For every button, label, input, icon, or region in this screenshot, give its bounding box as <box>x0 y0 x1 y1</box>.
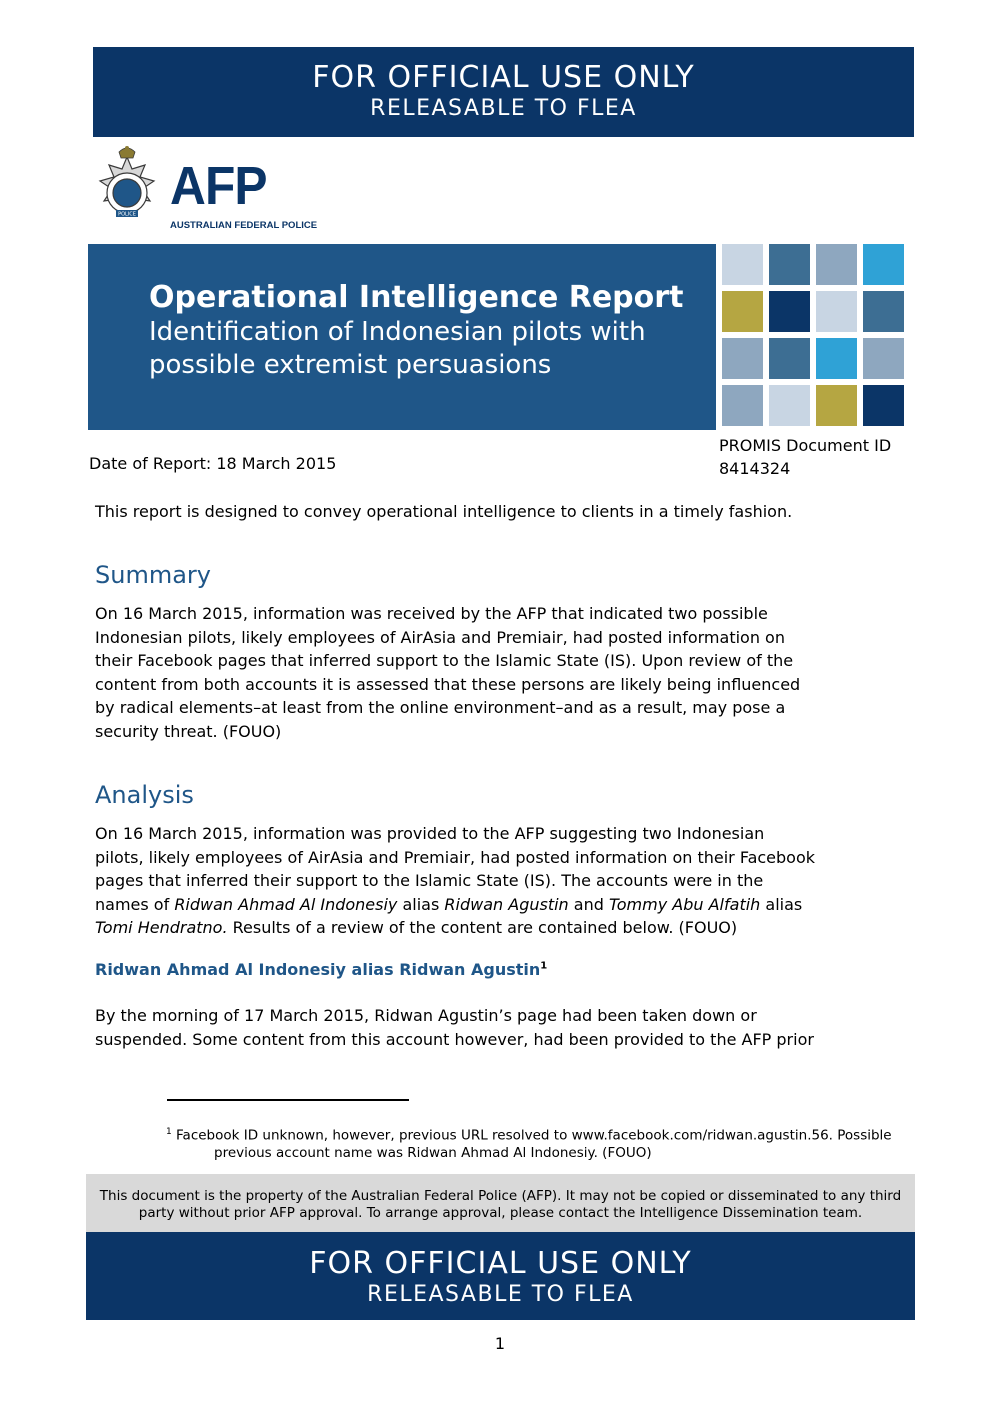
svg-text:POLICE: POLICE <box>118 211 136 218</box>
report-subtitle-line-1: Identification of Indonesian pilots with <box>149 317 646 347</box>
report-date: Date of Report: 18 March 2015 <box>89 454 337 473</box>
mosaic-tile <box>722 338 763 379</box>
report-subtitle <box>149 316 709 382</box>
subsection-title: Ridwan Ahmad Al Indonesiy alias Ridwan Agustin <box>95 960 541 979</box>
footnote-line: previous account name was Ridwan Ahmad Al Indonesiy. (FOUO) <box>214 1144 652 1161</box>
mosaic-tile <box>863 338 904 379</box>
text-run: alias <box>397 894 445 914</box>
summary-line: by radical elements–at least from the online environment–and as a result, may pose a <box>95 698 786 718</box>
logo-full-name: AUSTRALIAN FEDERAL POLICE <box>170 220 318 231</box>
report-title: Operational Intelligence Report <box>149 280 684 315</box>
text-run: alias <box>760 894 803 914</box>
subsection-line: suspended. Some content from this account however, had been provided to the AFP prior <box>95 1029 814 1049</box>
footnote <box>166 1124 926 1162</box>
mosaic-tile <box>816 385 857 426</box>
intro-text: This report is designed to convey operational intelligence to clients in a timely fashion. <box>95 502 793 521</box>
footnote-ref[interactable]: 1 <box>540 960 548 972</box>
report-title-block <box>88 244 716 430</box>
mosaic-tile <box>863 385 904 426</box>
mosaic-tile <box>769 244 810 285</box>
release-label: RELEASABLE TO FLEA <box>367 1282 634 1307</box>
summary-paragraph <box>95 602 875 744</box>
person-name: Ridwan Ahmad Al Indonesiy <box>174 894 398 914</box>
release-label: RELEASABLE TO FLEA <box>370 96 637 121</box>
logo-acronym: AFP <box>170 156 267 216</box>
mosaic-tile <box>769 291 810 332</box>
mosaic-tile <box>816 338 857 379</box>
text-run: names of <box>95 894 175 914</box>
text-run: and <box>568 894 609 914</box>
report-subtitle-line-2: possible extremist persuasions <box>149 350 552 380</box>
analysis-line <box>95 916 875 940</box>
mosaic-tile <box>769 338 810 379</box>
mosaic-tile <box>722 244 763 285</box>
summary-line: Indonesian pilots, likely employees of AirAsia and Premiair, had posted information on <box>95 627 785 647</box>
person-name: Ridwan Agustin <box>444 894 569 914</box>
disclaimer-line: party without prior AFP approval. To arrange approval, please contact the Intelligence Dissemination team. <box>138 1205 863 1221</box>
mosaic-tile <box>863 244 904 285</box>
disclaimer-line: This document is the property of the Australian Federal Police (AFP). It may not be copied or disseminated to any third <box>99 1188 902 1204</box>
police-crest-icon <box>88 143 166 235</box>
promis-label: PROMIS Document ID <box>719 436 892 455</box>
footnote-divider <box>167 1099 409 1101</box>
mosaic-tile <box>722 291 763 332</box>
analysis-line: pages that inferred their support to the Islamic State (IS). The accounts were in the <box>95 871 764 891</box>
mosaic-tile <box>816 291 857 332</box>
disclaimer <box>86 1174 915 1232</box>
decorative-mosaic <box>722 244 905 429</box>
analysis-heading: Analysis <box>95 781 194 809</box>
classification-banner-bottom <box>86 1232 915 1320</box>
footnote-line <box>166 1124 926 1145</box>
classification-banner-top <box>93 47 914 137</box>
subsection-line: By the morning of 17 March 2015, Ridwan Agustin’s page had been taken down or <box>95 1006 757 1025</box>
afp-logo <box>88 143 318 238</box>
promis-document-id <box>719 434 919 480</box>
page-number: 1 <box>494 1334 506 1353</box>
person-name: Tommy Abu Alfatih <box>608 894 761 914</box>
mosaic-tile <box>769 385 810 426</box>
mosaic-tile <box>816 244 857 285</box>
promis-id: 8414324 <box>719 459 791 478</box>
analysis-line: On 16 March 2015, information was provided to the AFP suggesting two Indonesian <box>95 824 765 843</box>
summary-line: content from both accounts it is assessed that these persons are likely being influenced <box>95 674 801 694</box>
analysis-line: pilots, likely employees of AirAsia and Premiair, had posted information on their Facebook <box>95 847 816 867</box>
footnote-number: 1 <box>166 1127 172 1137</box>
subsection-paragraph <box>95 1004 875 1051</box>
summary-line: On 16 March 2015, information was received by the AFP that indicated two possible <box>95 604 768 623</box>
person-name: Tomi Hendratno. <box>95 918 228 938</box>
classification-label: FOR OFFICIAL USE ONLY <box>312 60 695 95</box>
mosaic-tile <box>722 385 763 426</box>
summary-line: security threat. (FOUO) <box>95 721 282 741</box>
classification-label: FOR OFFICIAL USE ONLY <box>309 1246 692 1281</box>
analysis-paragraph <box>95 822 875 940</box>
footnote-text: Facebook ID unknown, however, previous URL resolved to www.facebook.com/ridwan.agustin.56. Possible <box>176 1127 892 1144</box>
analysis-line <box>95 893 875 917</box>
text-run: Results of a review of the content are contained below. (FOUO) <box>227 918 738 938</box>
mosaic-tile <box>863 291 904 332</box>
summary-heading: Summary <box>95 561 211 589</box>
subsection-heading <box>95 960 547 979</box>
summary-line: their Facebook pages that inferred support to the Islamic State (IS). Upon review of the <box>95 651 794 671</box>
